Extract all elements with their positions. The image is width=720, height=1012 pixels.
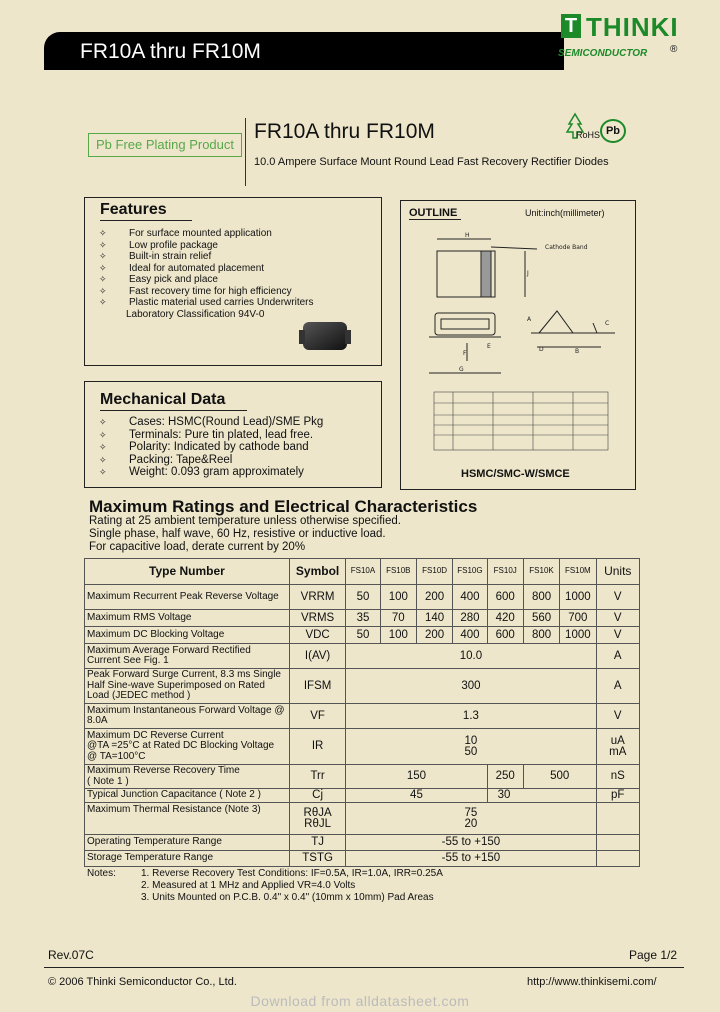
- value-cell: 420: [487, 610, 523, 627]
- bullet-icon: ✧: [99, 417, 107, 427]
- cathode-label: Cathode Band: [545, 244, 588, 251]
- unit-cell: nS: [596, 765, 640, 789]
- table-header: [85, 559, 640, 585]
- symbol-cell: VRRM: [289, 585, 346, 610]
- header-part: FS10B: [380, 559, 416, 585]
- list-item: ✧ Plastic material used carries Underwriters: [99, 297, 314, 308]
- value-cell: 1000: [560, 585, 596, 610]
- value-cell: -55 to +150: [346, 851, 596, 867]
- value-cell: 140: [416, 610, 452, 627]
- symbol-cell: RθJA RθJL: [289, 803, 346, 835]
- header-part: FS10G: [453, 559, 487, 585]
- svg-text:H: H: [465, 232, 470, 239]
- value-cell: 800: [523, 585, 559, 610]
- ratings-title: Maximum Ratings and Electrical Characteristics: [89, 497, 478, 516]
- header-part: FS10M: [560, 559, 596, 585]
- header-type: Type Number: [85, 559, 290, 585]
- logo-mark-icon: T: [561, 14, 581, 38]
- param-cell: Operating Temperature Range: [85, 835, 290, 851]
- value-cell: 150: [346, 765, 487, 789]
- header-part: FS10A: [346, 559, 380, 585]
- list-item: ✧ For surface mounted application: [99, 228, 272, 239]
- value-cell: 70: [380, 610, 416, 627]
- note-item: 2. Measured at 1 MHz and Applied VR=4.0 Volts: [141, 880, 356, 891]
- svg-text:B: B: [575, 348, 580, 355]
- value-cell: 400: [453, 585, 487, 610]
- header-units: Units: [596, 559, 640, 585]
- svg-text:D: D: [539, 346, 544, 353]
- svg-text:A: A: [527, 316, 532, 323]
- value-cell: 800: [523, 627, 559, 644]
- features-list: [99, 228, 369, 320]
- unit-cell: V: [596, 627, 640, 644]
- param-cell: Maximum DC Blocking Voltage: [85, 627, 290, 644]
- value-cell: 100: [380, 585, 416, 610]
- value-cell: 560: [523, 610, 559, 627]
- notes-label: Notes:: [87, 868, 116, 879]
- table-row: [85, 644, 640, 669]
- svg-text:F: F: [463, 350, 467, 357]
- symbol-cell: TSTG: [289, 851, 346, 867]
- param-cell: Maximum Thermal Resistance (Note 3): [85, 803, 290, 835]
- ratings-table: [84, 558, 640, 867]
- registered-mark: ®: [670, 44, 678, 55]
- outline-title: OUTLINE: [409, 207, 461, 220]
- value-cell: 300: [346, 669, 596, 704]
- symbol-cell: IFSM: [289, 669, 346, 704]
- outline-box: [400, 200, 636, 490]
- list-item: ✧ Built-in strain relief: [99, 251, 212, 262]
- mechanical-list: [99, 416, 374, 479]
- pb-free-badge: Pb Free Plating Product: [88, 133, 242, 157]
- value-cell: 30: [487, 789, 596, 803]
- outline-drawing: [407, 225, 631, 385]
- unit-cell: pF: [596, 789, 640, 803]
- param-cell: Storage Temperature Range: [85, 851, 290, 867]
- value-cell: 50: [346, 627, 380, 644]
- symbol-cell: VF: [289, 704, 346, 729]
- bullet-icon: ✧: [99, 228, 107, 238]
- header-symbol: Symbol: [289, 559, 346, 585]
- list-item: ✧ Weight: 0.093 gram approximately: [99, 466, 304, 478]
- table-row: [85, 610, 640, 627]
- param-cell: Maximum DC Reverse Current @TA =25°C at Rated DC Blocking Voltage @ TA=100°C: [85, 729, 290, 765]
- unit-cell: [596, 835, 640, 851]
- list-item: ✧ Low profile package: [99, 239, 218, 251]
- value-cell: 75 20: [346, 803, 596, 835]
- bullet-icon: ✧: [99, 274, 107, 284]
- note-item: 3. Units Mounted on P.C.B. 0.4" x 0.4" (10mm x 10mm) Pad Areas: [141, 892, 434, 903]
- unit-cell: A: [596, 669, 640, 704]
- list-item: ✧ Easy pick and place: [99, 274, 218, 285]
- param-cell: Maximum Recurrent Peak Reverse Voltage: [85, 585, 290, 610]
- product-title: FR10A thru FR10M: [254, 120, 435, 143]
- footer-divider: [44, 967, 684, 968]
- bullet-icon: ✧: [99, 251, 107, 261]
- page-number: Page 1/2: [629, 948, 678, 962]
- table-row: [85, 835, 640, 851]
- value-cell: 500: [523, 765, 596, 789]
- bullet-icon: ✧: [99, 442, 107, 452]
- package-label: HSMC/SMC-W/SMCE: [461, 468, 570, 480]
- table-row: [85, 765, 640, 789]
- bullet-icon: ✧: [99, 239, 107, 250]
- param-cell: Maximum Instantaneous Forward Voltage @ 8.0A: [85, 704, 290, 729]
- unit-cell: V: [596, 585, 640, 610]
- bullet-icon: ✧: [99, 285, 107, 296]
- value-cell: 1000: [560, 627, 596, 644]
- website-link[interactable]: http://www.thinkisemi.com/: [527, 976, 657, 988]
- header-part: FS10K: [523, 559, 559, 585]
- header-title: FR10A thru FR10M: [80, 40, 261, 63]
- revision: Rev.07C: [48, 948, 94, 962]
- watermark: Download from alldatasheet.com: [250, 993, 470, 1009]
- symbol-cell: TJ: [289, 835, 346, 851]
- dimension-table: [433, 391, 609, 451]
- svg-text:J: J: [527, 270, 529, 277]
- list-item: ✧ Ideal for automated placement: [99, 262, 265, 274]
- bullet-icon: ✧: [99, 262, 107, 273]
- value-cell: 200: [416, 627, 452, 644]
- table-row: [85, 851, 640, 867]
- header-part: FS10D: [416, 559, 452, 585]
- param-cell: Maximum RMS Voltage: [85, 610, 290, 627]
- unit-label: Unit:inch(millimeter): [525, 208, 605, 218]
- mechanical-box: [84, 381, 382, 488]
- symbol-cell: IR: [289, 729, 346, 765]
- header-part: FS10J: [487, 559, 523, 585]
- table-row: [85, 704, 640, 729]
- param-cell: Typical Junction Capacitance ( Note 2 ): [85, 789, 290, 803]
- symbol-cell: I(AV): [289, 644, 346, 669]
- value-cell: 45: [346, 789, 487, 803]
- value-cell: 1.3: [346, 704, 596, 729]
- note-item: 1. Reverse Recovery Test Conditions: IF=0.5A, IR=1.0A, IRR=0.25A: [141, 868, 443, 879]
- value-cell: 100: [380, 627, 416, 644]
- list-item-cont: Laboratory Classification 94V-0: [126, 308, 265, 320]
- list-item: ✧ Terminals: Pure tin plated, lead free.: [99, 428, 314, 441]
- divider: [245, 118, 246, 186]
- list-item: ✧ Cases: HSMC(Round Lead)/SME Pkg: [99, 416, 324, 428]
- table-row: [85, 729, 640, 765]
- table-row: [85, 585, 640, 610]
- copyright: © 2006 Thinki Semiconductor Co., Ltd.: [48, 976, 237, 988]
- unit-cell: V: [596, 610, 640, 627]
- symbol-cell: VRMS: [289, 610, 346, 627]
- ratings-note: Single phase, half wave, 60 Hz, resistive or inductive load.: [89, 528, 386, 540]
- bullet-icon: ✧: [99, 454, 107, 465]
- logo-subtitle: SEMICONDUCTOR: [558, 48, 648, 59]
- param-cell: Maximum Average Forward Rectified Current See Fig. 1: [85, 644, 290, 669]
- svg-text:G: G: [459, 366, 464, 373]
- value-cell: -55 to +150: [346, 835, 596, 851]
- value-cell: 600: [487, 627, 523, 644]
- value-cell: 280: [453, 610, 487, 627]
- svg-text:E: E: [487, 343, 491, 350]
- value-cell: 10 50: [346, 729, 596, 765]
- unit-cell: uA mA: [596, 729, 640, 765]
- symbol-cell: Cj: [289, 789, 346, 803]
- mechanical-title: Mechanical Data: [100, 391, 247, 411]
- list-item: ✧ Packing: Tape&Reel: [99, 453, 233, 466]
- features-title: Features: [100, 201, 192, 221]
- logo-name: THINKI: [586, 12, 679, 42]
- symbol-cell: VDC: [289, 627, 346, 644]
- features-box: [84, 197, 382, 366]
- value-cell: 400: [453, 627, 487, 644]
- diode-package-photo: [297, 316, 353, 356]
- unit-cell: V: [596, 704, 640, 729]
- list-item: ✧ Polarity: Indicated by cathode band: [99, 441, 309, 453]
- bullet-icon: ✧: [99, 297, 107, 307]
- bullet-icon: ✧: [99, 467, 107, 477]
- table-row: [85, 669, 640, 704]
- param-cell: Maximum Reverse Recovery Time ( Note 1 ): [85, 765, 290, 789]
- unit-cell: [596, 803, 640, 835]
- pb-free-icon: Pb: [600, 119, 626, 143]
- table-row: [85, 789, 640, 803]
- value-cell: 50: [346, 585, 380, 610]
- value-cell: 250: [487, 765, 523, 789]
- table-row: [85, 627, 640, 644]
- svg-text:C: C: [605, 320, 610, 327]
- rohs-label: RoHS: [576, 130, 601, 140]
- param-cell: Peak Forward Surge Current, 8.3 ms Single Half Sine-wave Superimposed on Rated Load (JEDEC method ): [85, 669, 290, 704]
- ratings-note: For capacitive load, derate current by 20%: [89, 541, 306, 553]
- table-row: [85, 803, 640, 835]
- value-cell: 35: [346, 610, 380, 627]
- unit-cell: [596, 851, 640, 867]
- product-subtitle: 10.0 Ampere Surface Mount Round Lead Fast Recovery Rectifier Diodes: [254, 156, 609, 168]
- ratings-note: Rating at 25 ambient temperature unless otherwise specified.: [89, 515, 401, 527]
- list-item: ✧ Fast recovery time for high efficiency: [99, 285, 292, 297]
- value-cell: 200: [416, 585, 452, 610]
- unit-cell: A: [596, 644, 640, 669]
- value-cell: 600: [487, 585, 523, 610]
- bullet-icon: ✧: [99, 429, 107, 440]
- value-cell: 10.0: [346, 644, 596, 669]
- symbol-cell: Trr: [289, 765, 346, 789]
- value-cell: 700: [560, 610, 596, 627]
